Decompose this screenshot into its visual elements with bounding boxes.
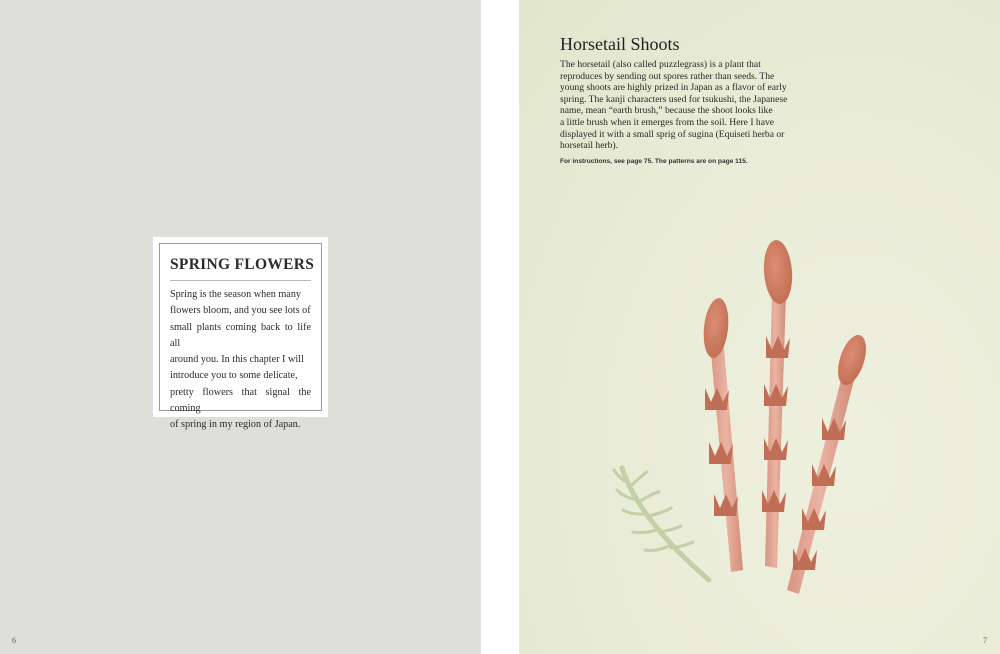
- page-number-right: 7: [983, 636, 987, 645]
- article-title: Horsetail Shoots: [560, 34, 680, 54]
- chapter-title: SPRING FLOWERS: [170, 244, 311, 281]
- chapter-intro-card: [153, 237, 328, 431]
- horsetail-shoot-2: [762, 239, 794, 568]
- horsetail-shoot-1: [701, 297, 743, 572]
- horsetail-craft-illustration: [519, 0, 1000, 654]
- chapter-intro-text: Spring is the season when many flowers bloom, and you see lots of small plants coming back to life all around you. In this chapter I will introduce you to some delicate, pretty flowers that signal the coming of spring in my region of Japan.: [170, 289, 311, 431]
- page-number-left: 6: [12, 636, 16, 645]
- article-body: The horsetail (also called puzzlegrass) is a plant that reproduces by sending out spores rather than seeds. The young shoots are highly prized in Japan as a flavor of early spring. The kanji characters used for tsukushi, the Japanese name, mean “earth brush,” because the shoot looks like a little brush when it emerges from the soil. Here I have displayed it with a small sprig of sugina (Equiseti herba or horsetail herb).: [560, 59, 788, 152]
- right-page: [519, 0, 1000, 654]
- left-page: [0, 0, 481, 654]
- sugina-sprig: [614, 468, 709, 580]
- horsetail-shoot-3: [787, 332, 871, 594]
- chapter-intro-frame: [159, 243, 322, 431]
- page-gutter: [481, 0, 519, 654]
- instructions-note: For instructions, see page 75. The patterns are on page 115.: [560, 158, 748, 165]
